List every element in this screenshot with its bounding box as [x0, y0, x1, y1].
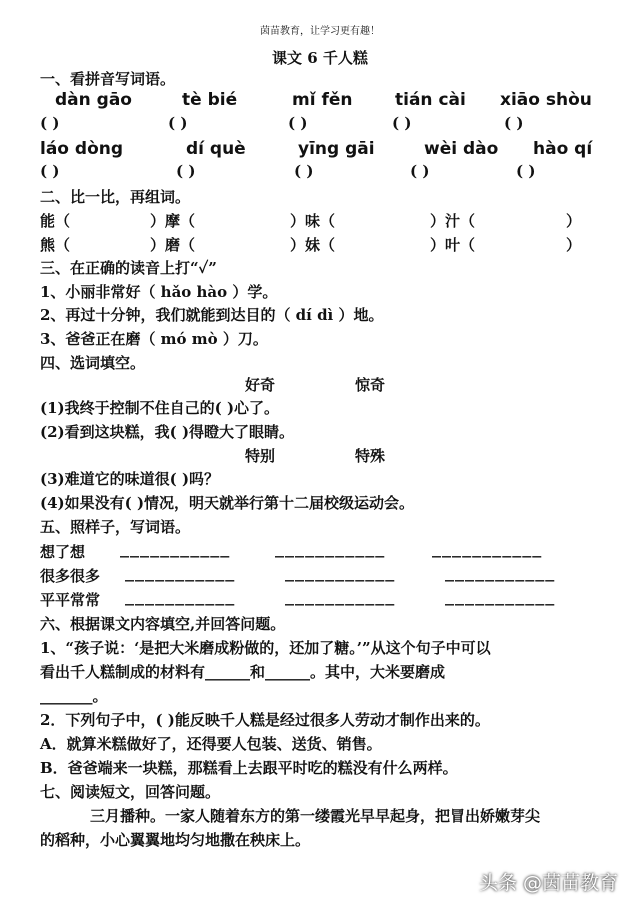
pinyin-item: tián cài [395, 90, 466, 110]
compare-cell: ）磨（ [150, 236, 196, 254]
word-choice: 惊奇 [355, 376, 386, 394]
question-line: 1、“孩子说：‘是把大米磨成粉做的，还加了糖。’”从这个句子中可以 [40, 639, 491, 657]
question-line: 1、小丽非常好（ hǎo hào ）学。 [40, 283, 278, 301]
word-choice: 特殊 [355, 447, 386, 465]
answer-blank[interactable]: ( ) [288, 114, 308, 132]
pinyin-item: mǐ fěn [292, 90, 353, 110]
compare-cell: ） [566, 236, 582, 254]
option-a: A．就算米糕做好了，还得要人包装、送货、销售。 [40, 735, 382, 753]
word-choice: 好奇 [245, 376, 276, 394]
pinyin-item: wèi dào [424, 139, 499, 159]
question-line: (1)我终于控制不住自己的( )心了。 [40, 399, 280, 417]
header-note: 茵苗教育，让学习更有趣！ [260, 26, 380, 37]
fill-blank[interactable]: ___________ [120, 540, 231, 558]
answer-blank[interactable]: ( ) [176, 162, 196, 180]
fill-blank[interactable]: ___________ [445, 564, 556, 582]
question-line: (4)如果没有( )情况，明天就举行第十二届校级运动会。 [40, 494, 415, 512]
pinyin-item: hào qí [533, 139, 593, 159]
answer-blank[interactable]: ( ) [516, 162, 536, 180]
word-choice: 特别 [245, 447, 276, 465]
compare-cell: ）味（ [290, 212, 336, 230]
fill-blank[interactable]: ___________ [445, 588, 556, 606]
fill-blank[interactable]: ___________ [285, 588, 396, 606]
compare-cell: ）妹（ [290, 236, 336, 254]
option-b: B．爸爸端来一块糕，那糕看上去跟平时吃的糕没有什么两样。 [40, 759, 458, 777]
question-line: 3、爸爸正在磨（ mó mò ）刀。 [40, 330, 268, 348]
section-6-heading: 六、根据课文内容填空,并回答问题。 [40, 615, 286, 633]
answer-blank[interactable]: ( ) [392, 114, 412, 132]
answer-blank[interactable]: ( ) [294, 162, 314, 180]
section-1-heading: 一、看拼音写词语。 [40, 70, 176, 88]
passage-line: 三月播种。一家人随着东方的第一缕霞光早早起身，把冒出娇嫩芽尖 [90, 807, 541, 825]
question-line: 2、再过十分钟，我们就能到达目的（ dí dì ）地。 [40, 306, 384, 324]
example-word: 想了想 [40, 543, 86, 561]
answer-blank[interactable]: ( ) [168, 114, 188, 132]
pinyin-item: láo dòng [40, 139, 124, 159]
fill-blank[interactable]: ___________ [125, 588, 236, 606]
question-line: (2)看到这块糕，我( )得瞪大了眼睛。 [40, 423, 295, 441]
pinyin-item: yīng gāi [298, 139, 375, 159]
pinyin-item: dàn gāo [55, 90, 132, 110]
fill-blank[interactable]: ___________ [285, 564, 396, 582]
pinyin-item: dí què [186, 139, 246, 159]
watermark: 头条 @茵苗教育 [478, 872, 618, 894]
question-line: (3)难道它的味道很( )吗？ [40, 470, 220, 488]
answer-blank[interactable]: ( ) [40, 162, 60, 180]
page-title: 课文 6 千人糕 [272, 49, 368, 67]
question-line: 2．下列句子中，( )能反映千人糕是经过很多人劳动才制作出来的。 [40, 711, 490, 729]
answer-blank[interactable]: ( ) [410, 162, 430, 180]
answer-blank[interactable]: ( ) [504, 114, 524, 132]
compare-cell: ）叶（ [430, 236, 476, 254]
compare-cell: ）汁（ [430, 212, 476, 230]
pinyin-item: xiāo shòu [500, 90, 592, 110]
section-3-heading: 三、在正确的读音上打“✓” [40, 259, 217, 277]
example-word: 平平常常 [40, 591, 101, 609]
passage-line: 的稻种，小心翼翼地均匀地撒在秧床上。 [40, 831, 311, 849]
compare-cell: 熊（ [40, 236, 71, 254]
pinyin-item: tè bié [182, 90, 238, 110]
section-2-heading: 二、比一比，再组词。 [40, 188, 191, 206]
question-line: 看出千人糕制成的材料有______和______。其中，大米要磨成 [40, 663, 446, 681]
compare-cell: 能（ [40, 212, 71, 230]
fill-blank[interactable]: ___________ [432, 540, 543, 558]
section-5-heading: 五、照样子，写词语。 [40, 518, 191, 536]
answer-blank[interactable]: ( ) [40, 114, 60, 132]
question-line: _______。 [40, 687, 108, 705]
section-4-heading: 四、选词填空。 [40, 354, 146, 372]
compare-cell: ） [566, 212, 582, 230]
compare-cell: ）摩（ [150, 212, 196, 230]
example-word: 很多很多 [40, 567, 101, 585]
fill-blank[interactable]: ___________ [125, 564, 236, 582]
section-7-heading: 七、阅读短文，回答问题。 [40, 783, 221, 801]
fill-blank[interactable]: ___________ [275, 540, 386, 558]
